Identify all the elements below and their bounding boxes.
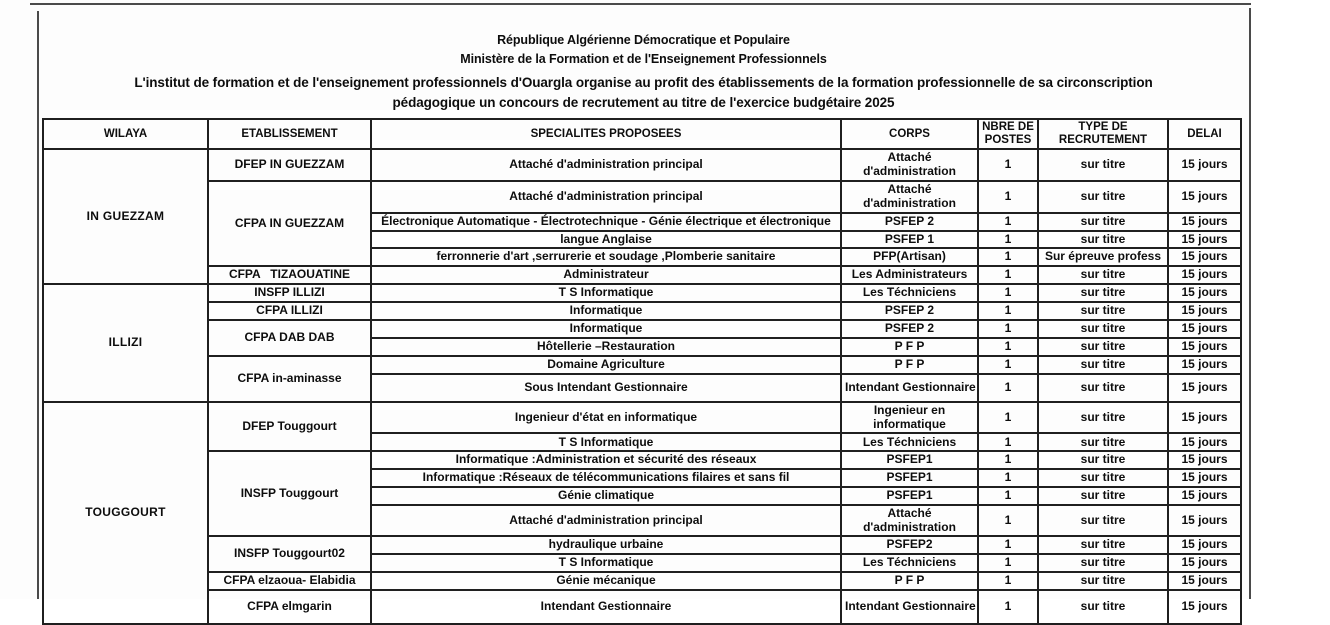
etablissement-cell: INSFP Touggourt xyxy=(208,451,371,536)
corps-cell: P F P xyxy=(841,572,978,590)
col-header-delai: DELAI xyxy=(1168,119,1241,149)
corps-cell: PSFEP 2 xyxy=(841,320,978,338)
corps-cell: PSFEP 2 xyxy=(841,302,978,320)
col-header-etablissement: ETABLISSEMENT xyxy=(208,119,371,149)
table-row xyxy=(43,356,1241,374)
delai-cell: 15 jours xyxy=(1168,231,1241,249)
corps-cell: PSFEP1 xyxy=(841,487,978,505)
ministry-title: Ministère de la Formation et de l'Enseignement Professionnels xyxy=(460,52,827,66)
table-row xyxy=(43,149,1241,181)
specialite-cell: T S Informatique xyxy=(371,554,841,572)
type-recrutement-cell: sur titre xyxy=(1038,402,1168,434)
delai-cell: 15 jours xyxy=(1168,554,1241,572)
corps-cell: PSFEP 2 xyxy=(841,213,978,231)
col-header-nbre-postes: NBRE DE POSTES xyxy=(978,119,1038,149)
table-header-row xyxy=(43,119,1241,149)
corps-cell: Attaché d'administration xyxy=(841,505,978,537)
etablissement-cell: INSFP ILLIZI xyxy=(208,284,371,302)
recruitment-table xyxy=(42,118,1242,625)
specialite-cell: Informatique xyxy=(371,320,841,338)
col-header-specialite: SPECIALITES PROPOSEES xyxy=(371,119,841,149)
corps-cell: PSFEP 1 xyxy=(841,231,978,249)
wilaya-cell: ILLIZI xyxy=(43,284,208,402)
type-recrutement-cell: sur titre xyxy=(1038,181,1168,213)
corps-cell: Attaché d'administration xyxy=(841,181,978,213)
specialite-cell: Informatique :Administration et sécurité des réseaux xyxy=(371,451,841,469)
nbre-postes-cell: 1 xyxy=(978,374,1038,402)
nbre-postes-cell: 1 xyxy=(978,320,1038,338)
type-recrutement-cell: sur titre xyxy=(1038,451,1168,469)
etablissement-cell: DFEP Touggourt xyxy=(208,402,371,452)
type-recrutement-cell: sur titre xyxy=(1038,149,1168,181)
type-recrutement-cell: sur titre xyxy=(1038,356,1168,374)
table-row xyxy=(43,402,1241,434)
nbre-postes-cell: 1 xyxy=(978,402,1038,434)
specialite-cell: Informatique xyxy=(371,302,841,320)
table-row xyxy=(43,302,1241,320)
col-header-corps: CORPS xyxy=(841,119,978,149)
nbre-postes-cell: 1 xyxy=(978,590,1038,624)
specialite-cell: langue Anglaise xyxy=(371,231,841,249)
specialite-cell: Informatique :Réseaux de télécommunications filaires et sans fil xyxy=(371,469,841,487)
specialite-cell: Attaché d'administration principal xyxy=(371,505,841,537)
corps-cell: Intendant Gestionnaire xyxy=(841,374,978,402)
corps-cell: PFP(Artisan) xyxy=(841,248,978,266)
nbre-postes-cell: 1 xyxy=(978,338,1038,356)
delai-cell: 15 jours xyxy=(1168,320,1241,338)
col-header-wilaya: WILAYA xyxy=(43,119,208,149)
nbre-postes-cell: 1 xyxy=(978,231,1038,249)
specialite-cell: Hôtellerie –Restauration xyxy=(371,338,841,356)
specialite-cell: Attaché d'administration principal xyxy=(371,181,841,213)
type-recrutement-cell: sur titre xyxy=(1038,572,1168,590)
nbre-postes-cell: 1 xyxy=(978,505,1038,537)
delai-cell: 15 jours xyxy=(1168,149,1241,181)
specialite-cell: T S Informatique xyxy=(371,284,841,302)
corps-cell: Ingenieur en informatique xyxy=(841,402,978,434)
table-row xyxy=(43,572,1241,590)
table-row xyxy=(43,266,1241,284)
type-recrutement-cell: sur titre xyxy=(1038,302,1168,320)
delai-cell: 15 jours xyxy=(1168,302,1241,320)
etablissement-cell: CFPA elmgarin xyxy=(208,590,371,624)
nbre-postes-cell: 1 xyxy=(978,536,1038,554)
document-header xyxy=(37,33,1250,112)
corps-cell: Attaché d'administration xyxy=(841,149,978,181)
type-recrutement-cell: sur titre xyxy=(1038,266,1168,284)
corps-cell: PSFEP1 xyxy=(841,469,978,487)
corps-cell: Les Téchniciens xyxy=(841,284,978,302)
delai-cell: 15 jours xyxy=(1168,374,1241,402)
type-recrutement-cell: sur titre xyxy=(1038,374,1168,402)
type-recrutement-cell: sur titre xyxy=(1038,469,1168,487)
table-row xyxy=(43,536,1241,554)
delai-cell: 15 jours xyxy=(1168,505,1241,537)
specialite-cell: Sous Intendant Gestionnaire xyxy=(371,374,841,402)
corps-cell: PSFEP2 xyxy=(841,536,978,554)
type-recrutement-cell: sur titre xyxy=(1038,554,1168,572)
etablissement-cell: DFEP IN GUEZZAM xyxy=(208,149,371,181)
nbre-postes-cell: 1 xyxy=(978,302,1038,320)
nbre-postes-cell: 1 xyxy=(978,284,1038,302)
nbre-postes-cell: 1 xyxy=(978,433,1038,451)
table-row xyxy=(43,181,1241,213)
col-header-type-recrutement: TYPE DE RECRUTEMENT xyxy=(1038,119,1168,149)
table-row xyxy=(43,451,1241,469)
etablissement-cell: CFPA elzaoua- Elabidia xyxy=(208,572,371,590)
delai-cell: 15 jours xyxy=(1168,487,1241,505)
corps-cell: PSFEP1 xyxy=(841,451,978,469)
delai-cell: 15 jours xyxy=(1168,469,1241,487)
specialite-cell: Administrateur xyxy=(371,266,841,284)
page-margin-area xyxy=(1251,0,1330,599)
nbre-postes-cell: 1 xyxy=(978,572,1038,590)
type-recrutement-cell: sur titre xyxy=(1038,338,1168,356)
specialite-cell: T S Informatique xyxy=(371,433,841,451)
type-recrutement-cell: sur titre xyxy=(1038,284,1168,302)
type-recrutement-cell: Sur épreuve profess xyxy=(1038,248,1168,266)
specialite-cell: Ingenieur d'état en informatique xyxy=(371,402,841,434)
nbre-postes-cell: 1 xyxy=(978,356,1038,374)
delai-cell: 15 jours xyxy=(1168,181,1241,213)
table-row xyxy=(43,284,1241,302)
nbre-postes-cell: 1 xyxy=(978,266,1038,284)
republic-title: République Algérienne Démocratique et Populaire xyxy=(497,33,790,47)
nbre-postes-cell: 1 xyxy=(978,469,1038,487)
type-recrutement-cell: sur titre xyxy=(1038,213,1168,231)
table-row xyxy=(43,320,1241,338)
table-body xyxy=(43,149,1241,624)
corps-cell: P F P xyxy=(841,338,978,356)
type-recrutement-cell: sur titre xyxy=(1038,487,1168,505)
nbre-postes-cell: 1 xyxy=(978,181,1038,213)
etablissement-cell: CFPA in-aminasse xyxy=(208,356,371,402)
delai-cell: 15 jours xyxy=(1168,451,1241,469)
delai-cell: 15 jours xyxy=(1168,356,1241,374)
specialite-cell: Domaine Agriculture xyxy=(371,356,841,374)
delai-cell: 15 jours xyxy=(1168,433,1241,451)
corps-cell: Les Téchniciens xyxy=(841,554,978,572)
etablissement-cell: INSFP Touggourt02 xyxy=(208,536,371,572)
specialite-cell: Génie mécanique xyxy=(371,572,841,590)
nbre-postes-cell: 1 xyxy=(978,213,1038,231)
etablissement-cell: CFPA IN GUEZZAM xyxy=(208,181,371,266)
corps-cell: Les Administrateurs xyxy=(841,266,978,284)
corps-cell: Intendant Gestionnaire xyxy=(841,590,978,624)
specialite-cell: hydraulique urbaine xyxy=(371,536,841,554)
nbre-postes-cell: 1 xyxy=(978,451,1038,469)
delai-cell: 15 jours xyxy=(1168,338,1241,356)
corps-cell: Les Téchniciens xyxy=(841,433,978,451)
specialite-cell: ferronnerie d'art ,serrurerie et soudage ,Plomberie sanitaire xyxy=(371,248,841,266)
type-recrutement-cell: sur titre xyxy=(1038,320,1168,338)
corps-cell: P F P xyxy=(841,356,978,374)
etablissement-cell: CFPA ILLIZI xyxy=(208,302,371,320)
wilaya-cell: IN GUEZZAM xyxy=(43,149,208,284)
type-recrutement-cell: sur titre xyxy=(1038,231,1168,249)
page-border-top xyxy=(30,3,1252,5)
type-recrutement-cell: sur titre xyxy=(1038,433,1168,451)
nbre-postes-cell: 1 xyxy=(978,554,1038,572)
specialite-cell: Intendant Gestionnaire xyxy=(371,590,841,624)
etablissement-cell: CFPA DAB DAB xyxy=(208,320,371,356)
nbre-postes-cell: 1 xyxy=(978,487,1038,505)
delai-cell: 15 jours xyxy=(1168,284,1241,302)
specialite-cell: Attaché d'administration principal xyxy=(371,149,841,181)
specialite-cell: Électronique Automatique - Électrotechnique - Génie électrique et électronique xyxy=(371,213,841,231)
announcement-text-line1: L'institut de formation et de l'enseignement professionnels d'Ouargla organise au profit des établissements de la formation professionnelle de sa circonscription xyxy=(134,75,1153,90)
delai-cell: 15 jours xyxy=(1168,248,1241,266)
table-row xyxy=(43,590,1241,624)
type-recrutement-cell: sur titre xyxy=(1038,536,1168,554)
delai-cell: 15 jours xyxy=(1168,402,1241,434)
delai-cell: 15 jours xyxy=(1168,266,1241,284)
etablissement-cell: CFPA TIZAOUATINE xyxy=(208,266,371,284)
nbre-postes-cell: 1 xyxy=(978,248,1038,266)
delai-cell: 15 jours xyxy=(1168,213,1241,231)
delai-cell: 15 jours xyxy=(1168,572,1241,590)
type-recrutement-cell: sur titre xyxy=(1038,505,1168,537)
delai-cell: 15 jours xyxy=(1168,590,1241,624)
specialite-cell: Génie climatique xyxy=(371,487,841,505)
wilaya-cell: TOUGGOURT xyxy=(43,402,208,624)
type-recrutement-cell: sur titre xyxy=(1038,590,1168,624)
delai-cell: 15 jours xyxy=(1168,536,1241,554)
announcement-text-line2: pédagogique un concours de recrutement au titre de l'exercice budgétaire 2025 xyxy=(392,94,895,110)
nbre-postes-cell: 1 xyxy=(978,149,1038,181)
